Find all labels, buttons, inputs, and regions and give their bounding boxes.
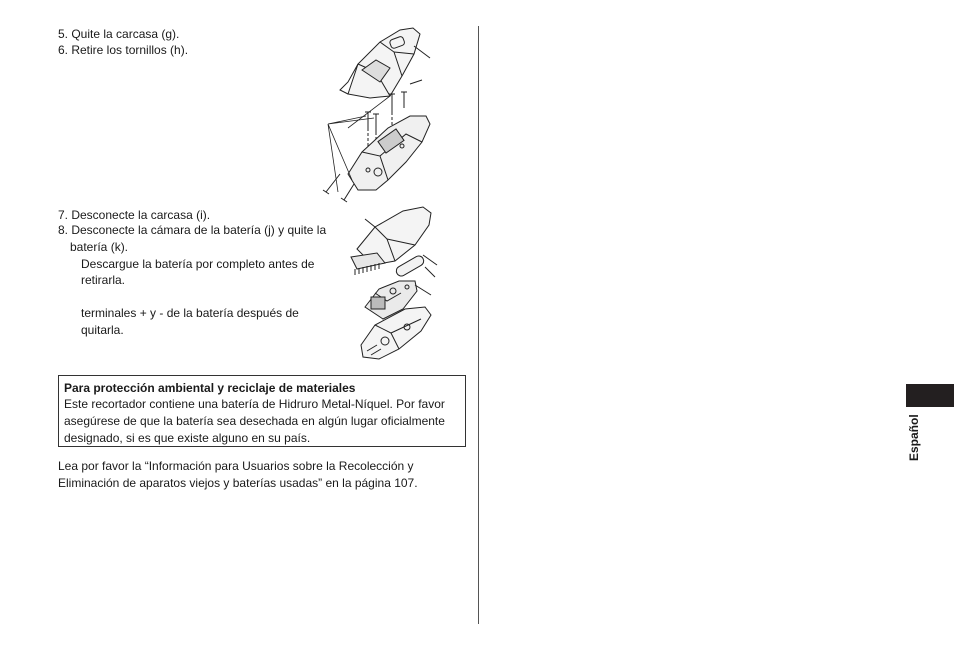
step-7: 7. Desconecte la carcasa (i).	[58, 208, 211, 222]
step-6: 6. Retire los tornillos (h).	[58, 43, 189, 57]
footer-line-1: Lea por favor la “Información para Usuarios sobre la Recolección y	[58, 459, 414, 473]
note-line-1: Descargue la batería por completo antes de	[81, 257, 315, 271]
note-line-2: retirarla.	[81, 273, 126, 287]
column-divider	[478, 26, 479, 624]
recycling-notice-line-1: Este recortador contiene una batería de Hidruro Metal-Níquel. Por favor	[64, 397, 445, 411]
note-line-3: terminales + y - de la batería después de	[81, 306, 299, 320]
step-8: 8. Desconecte la cámara de la batería (j) y quite la	[58, 223, 327, 237]
step-5: 5. Quite la carcasa (g).	[58, 27, 180, 41]
language-tab-label: Español	[907, 414, 921, 461]
recycling-notice-title: Para protección ambiental y reciclaje de materiales	[64, 381, 356, 395]
cover-removal-illustration	[318, 24, 443, 206]
recycling-notice-line-3: designado, si es que existe alguno en su país.	[64, 431, 311, 445]
recycling-notice-box	[58, 375, 466, 447]
language-tab-marker	[906, 384, 954, 407]
note-line-4: quitarla.	[81, 323, 124, 337]
footer-line-2: Eliminación de aparatos viejos y baterías usadas” en la página 107.	[58, 476, 418, 490]
battery-removal-illustration	[345, 205, 445, 365]
step-8-continued: batería (k).	[70, 240, 129, 254]
recycling-notice-line-2: asegúrese de que la batería sea desechada en algún lugar oficialmente	[64, 414, 445, 428]
